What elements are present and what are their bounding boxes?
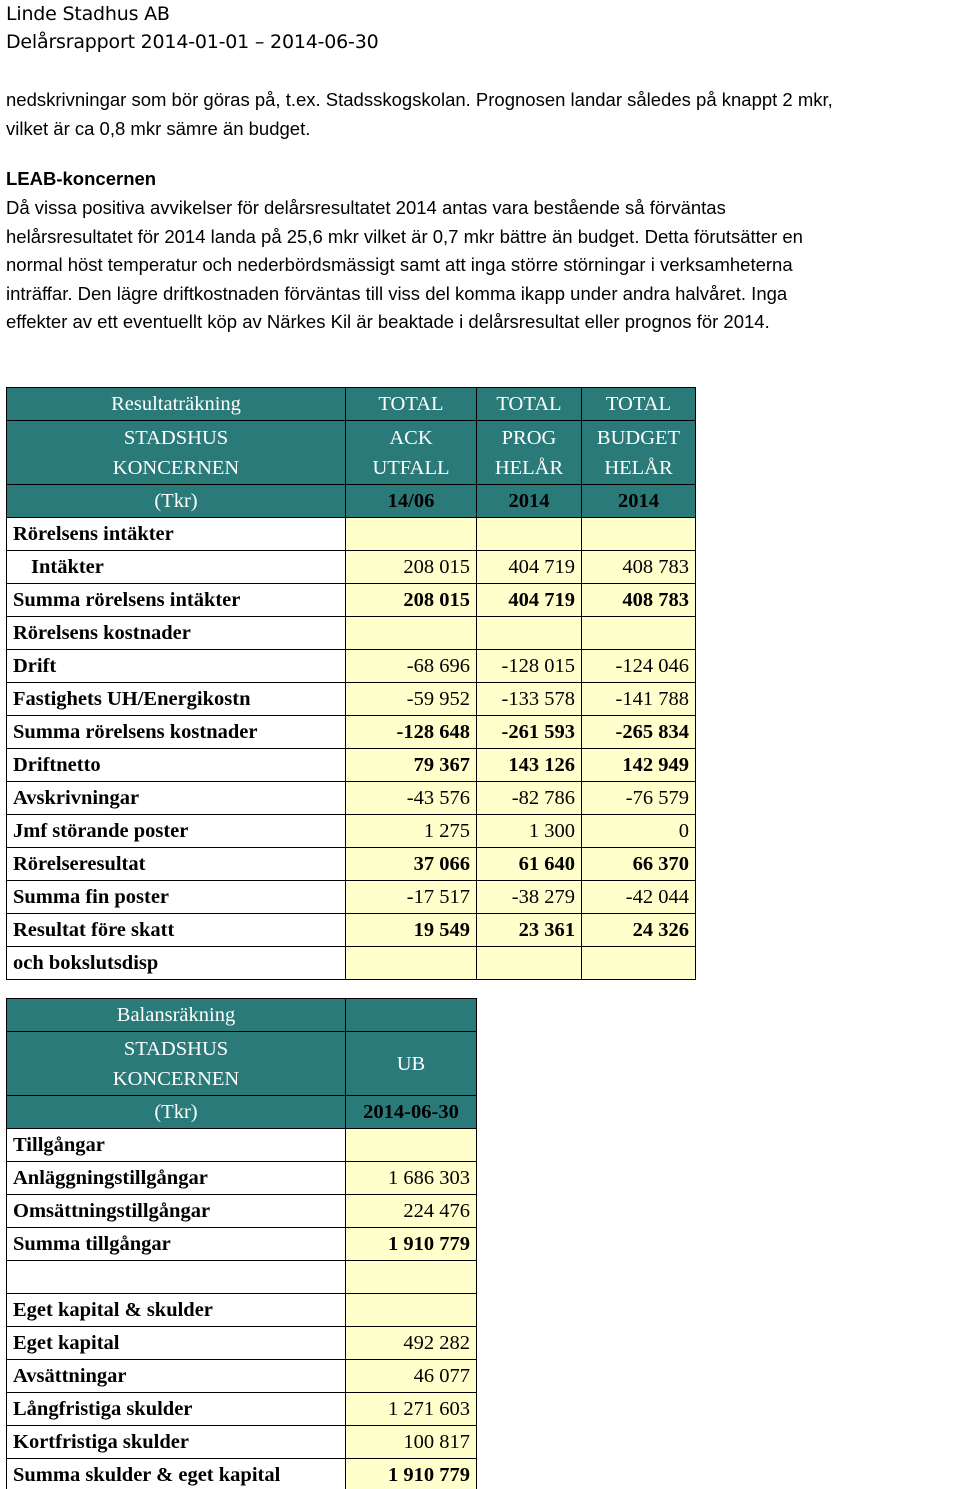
row-label: Eget kapital & skulder xyxy=(7,1294,346,1327)
table-row xyxy=(7,947,696,980)
header-cell xyxy=(582,421,696,485)
table-row xyxy=(7,1228,477,1261)
table-row xyxy=(7,1327,477,1360)
table-header-row xyxy=(7,1032,477,1096)
header-line: STADSHUS xyxy=(123,426,229,449)
table-row xyxy=(7,1261,477,1294)
header-cell: (Tkr) xyxy=(7,1096,346,1129)
table-row xyxy=(7,881,696,914)
header-line: HELÅR xyxy=(604,456,673,479)
header-cell: UB xyxy=(346,1032,477,1096)
intro-line: nedskrivningar som bör göras på, t.ex. Stadsskogskolan. Prognosen landar således på knappt 2 mkr, xyxy=(6,89,833,110)
table-row xyxy=(7,1459,477,1489)
row-label: och bokslutsdisp xyxy=(7,947,346,980)
value-cell: -141 788 xyxy=(582,683,696,716)
table-header-row xyxy=(7,1096,477,1129)
value-cell: -124 046 xyxy=(582,650,696,683)
value-cell xyxy=(477,518,582,551)
header-line: UTFALL xyxy=(372,456,450,479)
value-cell xyxy=(477,947,582,980)
value-cell: 1 910 779 xyxy=(346,1228,477,1261)
leab-line: effekter av ett eventuellt köp av Närkes Kil är beaktade i delårsresultat eller prognos för 2014. xyxy=(6,311,770,332)
table-row xyxy=(7,1393,477,1426)
value-cell: -76 579 xyxy=(582,782,696,815)
value-cell: 24 326 xyxy=(582,914,696,947)
row-label: Eget kapital xyxy=(7,1327,346,1360)
value-cell: 208 015 xyxy=(346,551,477,584)
table-row xyxy=(7,584,696,617)
value-cell xyxy=(346,947,477,980)
value-cell: -261 593 xyxy=(477,716,582,749)
value-cell: 143 126 xyxy=(477,749,582,782)
row-label: Omsättningstillgångar xyxy=(7,1195,346,1228)
header-cell: (Tkr) xyxy=(7,485,346,518)
header-cell: TOTAL xyxy=(477,388,582,421)
value-cell: 404 719 xyxy=(477,584,582,617)
value-cell: 1 271 603 xyxy=(346,1393,477,1426)
header-cell: 2014 xyxy=(582,485,696,518)
header-cell: Resultaträkning xyxy=(7,388,346,421)
value-cell: -42 044 xyxy=(582,881,696,914)
table-row xyxy=(7,683,696,716)
value-cell xyxy=(582,518,696,551)
row-label: Fastighets UH/Energikostn xyxy=(7,683,346,716)
value-cell: 1 686 303 xyxy=(346,1162,477,1195)
table-header-row xyxy=(7,485,696,518)
table-row xyxy=(7,716,696,749)
table-header-row xyxy=(7,388,696,421)
row-label: Långfristiga skulder xyxy=(7,1393,346,1426)
value-cell: 1 300 xyxy=(477,815,582,848)
value-cell xyxy=(346,617,477,650)
company-name: Linde Stadhus AB xyxy=(6,3,170,25)
table-header-row xyxy=(7,999,477,1032)
table-header-row xyxy=(7,421,696,485)
leab-line: Då vissa positiva avvikelser för delårsresultatet 2014 antas vara bestående så förväntas xyxy=(6,197,726,218)
value-cell: -265 834 xyxy=(582,716,696,749)
report-period: Delårsrapport 2014-01-01 – 2014-06-30 xyxy=(6,31,379,53)
value-cell: 208 015 xyxy=(346,584,477,617)
value-cell: 37 066 xyxy=(346,848,477,881)
value-cell: 100 817 xyxy=(346,1426,477,1459)
header-cell: TOTAL xyxy=(346,388,477,421)
value-cell: -59 952 xyxy=(346,683,477,716)
value-cell: -68 696 xyxy=(346,650,477,683)
row-label: Drift xyxy=(7,650,346,683)
table-row xyxy=(7,551,696,584)
header-line: STADSHUS xyxy=(123,1037,229,1060)
row-label: Summa rörelsens kostnader xyxy=(7,716,346,749)
table-row xyxy=(7,617,696,650)
header-cell xyxy=(346,421,477,485)
leab-line: inträffar. Den lägre driftkostnaden förväntas till viss del komma ikapp under andra halvåret. Inga xyxy=(6,282,788,304)
value-cell: 46 077 xyxy=(346,1360,477,1393)
value-cell: 0 xyxy=(582,815,696,848)
value-cell: 404 719 xyxy=(477,551,582,584)
header-line: ACK xyxy=(389,426,433,449)
leab-line: normal höst temperatur och nederbördsmässigt samt att inga större störningar i verksamheterna xyxy=(6,254,793,275)
table-row xyxy=(7,650,696,683)
row-label xyxy=(7,1261,346,1294)
value-cell: 142 949 xyxy=(582,749,696,782)
row-label: Summa rörelsens intäkter xyxy=(7,584,346,617)
header-line: PROG xyxy=(501,426,557,449)
balance-sheet-table xyxy=(6,998,477,1489)
row-label: Anläggningstillgångar xyxy=(7,1162,346,1195)
leab-line: helårsresultatet för 2014 landa på 25,6 mkr vilket är 0,7 mkr bättre än budget. Detta förutsätter en xyxy=(6,225,803,247)
table-row xyxy=(7,518,696,551)
table-row xyxy=(7,848,696,881)
value-cell: 408 783 xyxy=(582,551,696,584)
value-cell xyxy=(346,1129,477,1162)
value-cell: -43 576 xyxy=(346,782,477,815)
intro-paragraph xyxy=(6,86,956,143)
header-line: KONCERNEN xyxy=(112,1067,240,1090)
header-cell xyxy=(7,421,346,485)
value-cell: -38 279 xyxy=(477,881,582,914)
row-label: Rörelsens kostnader xyxy=(7,617,346,650)
value-cell: 1 275 xyxy=(346,815,477,848)
value-cell: -133 578 xyxy=(477,683,582,716)
value-cell xyxy=(477,617,582,650)
row-label: Intäkter xyxy=(7,551,346,584)
row-label: Summa fin poster xyxy=(7,881,346,914)
leab-paragraph xyxy=(6,194,956,337)
table-row xyxy=(7,1426,477,1459)
table-row xyxy=(7,914,696,947)
header-line: HELÅR xyxy=(494,456,564,479)
leab-heading: LEAB-koncernen xyxy=(6,168,157,189)
row-label: Driftnetto xyxy=(7,749,346,782)
value-cell xyxy=(582,617,696,650)
value-cell: 492 282 xyxy=(346,1327,477,1360)
header-cell xyxy=(477,421,582,485)
header-cell: 2014-06-30 xyxy=(346,1096,477,1129)
value-cell: 61 640 xyxy=(477,848,582,881)
table-row xyxy=(7,1129,477,1162)
table-row xyxy=(7,1360,477,1393)
table-row xyxy=(7,815,696,848)
intro-line: vilket är ca 0,8 mkr sämre än budget. xyxy=(6,117,311,139)
row-label: Jmf störande poster xyxy=(7,815,346,848)
value-cell xyxy=(346,1294,477,1327)
value-cell: -17 517 xyxy=(346,881,477,914)
value-cell: 408 783 xyxy=(582,584,696,617)
table-row xyxy=(7,1195,477,1228)
row-label: Tillgångar xyxy=(7,1129,346,1162)
income-statement-table xyxy=(6,387,696,980)
value-cell xyxy=(346,518,477,551)
header-cell xyxy=(7,1032,346,1096)
row-label: Avsättningar xyxy=(7,1360,346,1393)
header-cell: 2014 xyxy=(477,485,582,518)
value-cell: 1 910 779 xyxy=(346,1459,477,1489)
value-cell: 66 370 xyxy=(582,848,696,881)
header-cell: 14/06 xyxy=(346,485,477,518)
header-cell xyxy=(346,999,477,1032)
row-label: Summa tillgångar xyxy=(7,1228,346,1261)
header-line: KONCERNEN xyxy=(112,456,240,479)
value-cell: 224 476 xyxy=(346,1195,477,1228)
value-cell: 19 549 xyxy=(346,914,477,947)
table-row xyxy=(7,782,696,815)
value-cell: -82 786 xyxy=(477,782,582,815)
value-cell: 79 367 xyxy=(346,749,477,782)
row-label: Rörelsens intäkter xyxy=(7,518,346,551)
row-label: Avskrivningar xyxy=(7,782,346,815)
value-cell: -128 648 xyxy=(346,716,477,749)
header-cell: Balansräkning xyxy=(7,999,346,1032)
row-label: Summa skulder & eget kapital xyxy=(7,1459,346,1489)
header-line: BUDGET xyxy=(596,426,681,449)
row-label: Kortfristiga skulder xyxy=(7,1426,346,1459)
row-label: Rörelseresultat xyxy=(7,848,346,881)
value-cell: 23 361 xyxy=(477,914,582,947)
value-cell xyxy=(582,947,696,980)
table-row xyxy=(7,749,696,782)
value-cell: -128 015 xyxy=(477,650,582,683)
row-label: Resultat före skatt xyxy=(7,914,346,947)
table-row xyxy=(7,1162,477,1195)
header-cell: TOTAL xyxy=(582,388,696,421)
table-row xyxy=(7,1294,477,1327)
value-cell xyxy=(346,1261,477,1294)
